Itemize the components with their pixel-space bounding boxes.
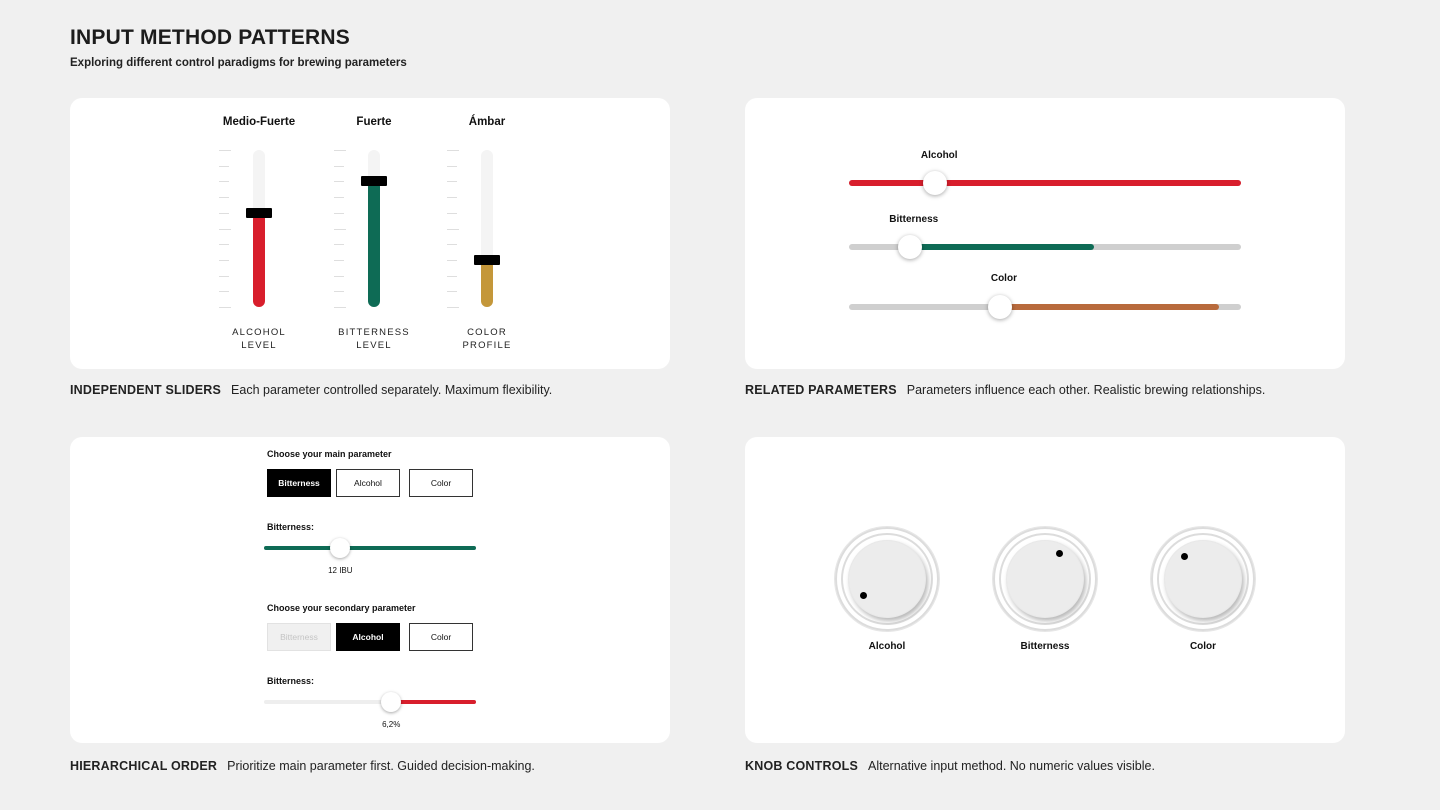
- related-alcohol-fill: [849, 180, 1241, 186]
- scale-tick: [447, 213, 457, 214]
- independent-sliders-caption-head: INDEPENDENT SLIDERS: [70, 383, 222, 397]
- main-option-alcohol-button[interactable]: Alcohol: [336, 469, 400, 497]
- secondary-slider-thumb[interactable]: [381, 692, 401, 712]
- scale-tick: [334, 307, 346, 308]
- scale-tick: [447, 197, 457, 198]
- scale-tick: [334, 229, 346, 230]
- alcohol-level-track[interactable]: [253, 150, 265, 307]
- alcohol-knob[interactable]: [835, 527, 939, 652]
- hierarchical-order-caption-text: Prioritize main parameter first. Guided decision-making.: [227, 759, 535, 773]
- hierarchical-order-panel: [70, 437, 670, 743]
- secondary-parameter-question: Choose your secondary parameter: [267, 603, 416, 613]
- scale-tick: [447, 150, 459, 151]
- alcohol-level-slider[interactable]: [209, 98, 309, 369]
- alcohol-level-fill: [253, 213, 265, 307]
- main-slider-thumb[interactable]: [330, 538, 350, 558]
- color-profile-fill: [481, 260, 493, 307]
- related-color-thumb[interactable]: [988, 295, 1012, 319]
- knob-controls-caption: [745, 759, 1155, 773]
- main-slider-fill: [264, 546, 476, 550]
- scale-tick: [447, 276, 457, 277]
- color-profile-label-line1: COLOR: [467, 327, 507, 338]
- related-parameters-caption-text: Parameters influence each other. Realistic brewing relationships.: [906, 383, 1266, 397]
- scale-tick: [447, 244, 457, 245]
- color-profile-value: Ámbar: [468, 116, 506, 128]
- secondary-slider-value: 6,2%: [382, 720, 401, 729]
- related-bitterness-thumb[interactable]: [898, 235, 922, 259]
- bitterness-level-fill: [368, 181, 380, 307]
- secondary-option-color-button[interactable]: Color: [409, 623, 473, 651]
- hierarchical-order-caption: [70, 759, 535, 773]
- bitterness-level-track[interactable]: [368, 150, 380, 307]
- scale-tick: [447, 260, 457, 261]
- scale-tick: [334, 291, 344, 292]
- bitterness-knob-indicator: [1056, 550, 1063, 557]
- alcohol-level-label-line1: ALCOHOL: [232, 327, 286, 338]
- scale-tick: [219, 276, 229, 277]
- related-bitterness-track[interactable]: [849, 244, 1241, 250]
- scale-tick: [219, 197, 229, 198]
- main-slider-track[interactable]: [264, 546, 476, 575]
- scale-tick: [447, 229, 459, 230]
- related-parameters-caption: [745, 383, 1265, 397]
- color-knob-face[interactable]: [1164, 540, 1242, 618]
- main-slider-value: 12 IBU: [328, 566, 353, 575]
- scale-tick: [219, 260, 229, 261]
- scale-tick: [447, 166, 457, 167]
- scale-tick: [334, 166, 344, 167]
- alcohol-knob-label: Alcohol: [868, 641, 906, 652]
- independent-sliders-caption-text: Each parameter controlled separately. Maximum flexibility.: [231, 383, 553, 397]
- color-knob[interactable]: [1151, 527, 1255, 652]
- main-slider-label: Bitterness:: [267, 522, 315, 532]
- alcohol-knob-face[interactable]: [848, 540, 926, 618]
- scale-tick: [334, 213, 344, 214]
- scale-tick: [219, 150, 231, 151]
- related-alcohol-slider[interactable]: [849, 148, 1241, 198]
- bitterness-level-label-line2: LEVEL: [356, 340, 392, 351]
- related-alcohol-label: Alcohol: [920, 150, 958, 161]
- secondary-slider-track[interactable]: [264, 700, 476, 729]
- bitterness-level-label-line1: BITTERNESS: [338, 327, 410, 338]
- independent-sliders-caption: [70, 383, 552, 397]
- secondary-option-bitterness-button[interactable]: Bitterness: [267, 623, 331, 651]
- knob-controls-caption-head: KNOB CONTROLS: [745, 759, 859, 773]
- knob-controls-caption-text: Alternative input method. No numeric values visible.: [868, 759, 1155, 773]
- color-profile-handle[interactable]: [474, 255, 500, 265]
- scale-tick: [334, 197, 344, 198]
- color-profile-track[interactable]: [481, 150, 493, 307]
- scale-tick: [219, 229, 231, 230]
- color-profile-label: [437, 326, 537, 352]
- scale-tick: [447, 307, 459, 308]
- secondary-slider-label: Bitterness:: [267, 676, 315, 686]
- scale-tick: [447, 181, 457, 182]
- scale-tick: [334, 260, 344, 261]
- related-alcohol-track[interactable]: [849, 180, 1241, 186]
- related-color-slider[interactable]: [849, 271, 1241, 321]
- scale-tick: [219, 307, 231, 308]
- color-knob-indicator: [1181, 553, 1188, 560]
- main-option-bitterness-button[interactable]: Bitterness: [267, 469, 331, 497]
- scale-tick: [219, 213, 229, 214]
- related-color-label: Color: [990, 273, 1017, 284]
- page-subtitle: Exploring different control paradigms for brewing parameters: [70, 57, 407, 69]
- bitterness-level-handle[interactable]: [361, 176, 387, 186]
- main-option-color-button[interactable]: Color: [409, 469, 473, 497]
- bitterness-level-ticks: [334, 150, 346, 307]
- alcohol-level-label-line2: LEVEL: [241, 340, 277, 351]
- color-knob-label: Color: [1189, 641, 1217, 652]
- scale-tick: [334, 244, 344, 245]
- scale-tick: [219, 181, 229, 182]
- knob-controls-panel: [745, 437, 1345, 743]
- main-parameter-question: Choose your main parameter: [267, 449, 392, 459]
- bitterness-level-label: [324, 326, 424, 352]
- page-title: INPUT METHOD PATTERNS: [70, 26, 350, 49]
- bitterness-knob-face[interactable]: [1006, 540, 1084, 618]
- related-bitterness-slider[interactable]: [849, 212, 1241, 262]
- alcohol-level-handle[interactable]: [246, 208, 272, 218]
- alcohol-level-value: Medio-Fuerte: [222, 116, 296, 128]
- scale-tick: [219, 291, 229, 292]
- scale-tick: [334, 181, 344, 182]
- color-profile-label-line2: PROFILE: [462, 340, 512, 351]
- hierarchical-order-caption-head: HIERARCHICAL ORDER: [70, 759, 218, 773]
- color-profile-ticks: [447, 150, 459, 307]
- scale-tick: [334, 276, 344, 277]
- bitterness-knob[interactable]: [993, 527, 1097, 652]
- alcohol-knob-indicator: [860, 592, 867, 599]
- bitterness-level-slider[interactable]: [324, 98, 424, 369]
- related-bitterness-fill: [910, 244, 1094, 250]
- related-alcohol-thumb[interactable]: [923, 171, 947, 195]
- independent-sliders-panel: [70, 98, 670, 369]
- alcohol-level-label: [209, 326, 309, 352]
- bitterness-knob-label: Bitterness: [1020, 641, 1070, 652]
- scale-tick: [219, 166, 229, 167]
- scale-tick: [219, 244, 229, 245]
- alcohol-level-ticks: [219, 150, 231, 307]
- related-parameters-caption-head: RELATED PARAMETERS: [745, 383, 897, 397]
- secondary-option-alcohol-button[interactable]: Alcohol: [336, 623, 400, 651]
- bitterness-level-value: Fuerte: [356, 116, 392, 128]
- related-color-fill: [1000, 304, 1220, 310]
- secondary-slider-fill: [391, 700, 476, 704]
- scale-tick: [447, 291, 457, 292]
- scale-tick: [334, 150, 346, 151]
- color-profile-slider[interactable]: [437, 98, 537, 369]
- related-color-track[interactable]: [849, 304, 1241, 310]
- related-parameters-panel: [745, 98, 1345, 369]
- related-bitterness-label: Bitterness: [889, 214, 939, 225]
